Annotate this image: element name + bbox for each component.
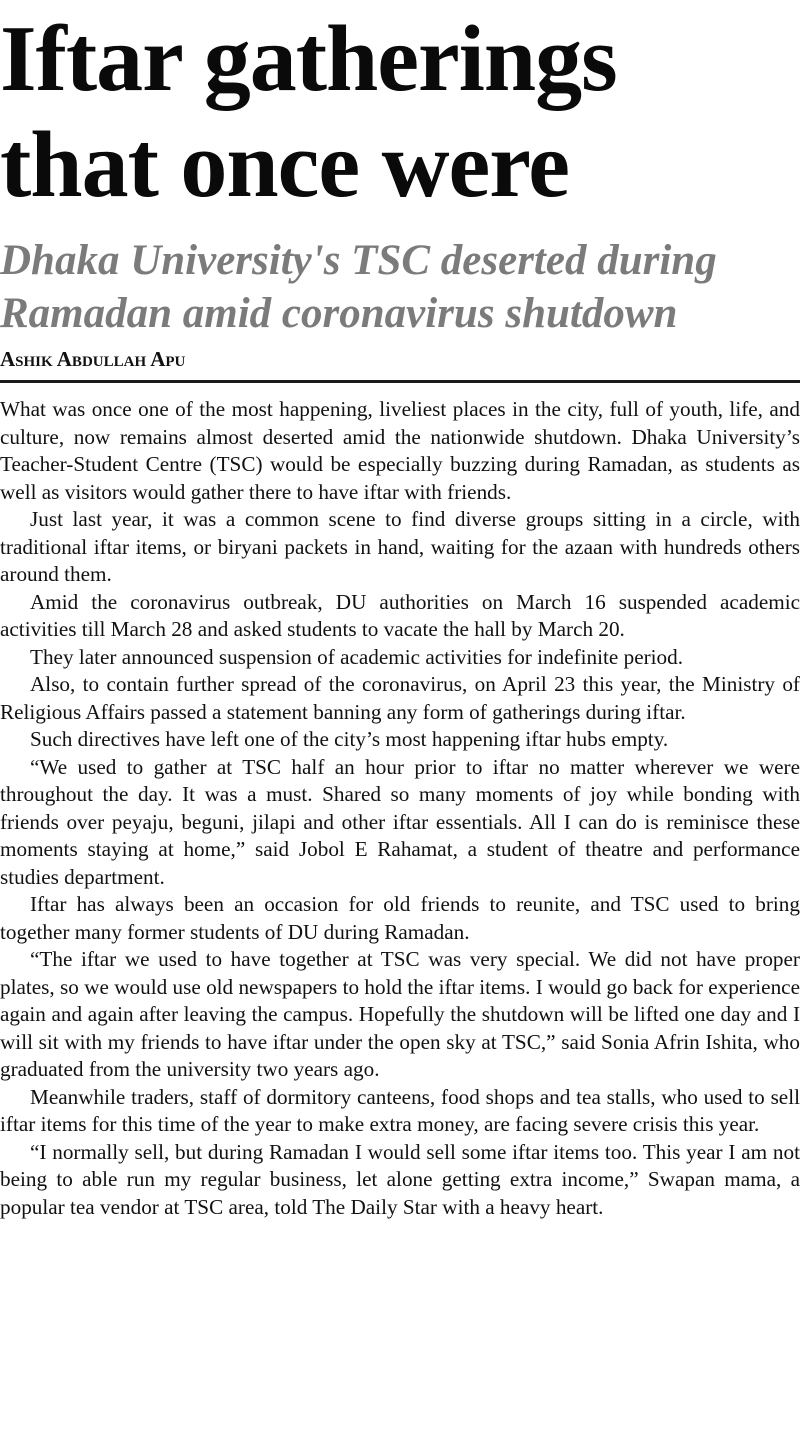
paragraph-9: “The iftar we used to have together at TSC was very special. We did not have proper plates, so we would use old newspapers to hold the iftar items. I would go back for experience again and again after leaving the campus. Hopefully the shutdown will be lifted one day and I will sit with my friends to have iftar under the open sky at TSC,” said Sonia Afrin Ishita, who graduated from the university two years ago. xyxy=(0,947,800,1081)
subheadline-line-2: Ramadan amid coronavirus shutdown xyxy=(0,290,678,337)
headline-line-2: that once were xyxy=(0,113,569,217)
paragraph-7: “We used to gather at TSC half an hour prior to iftar no matter wherever we were throughout the day. It was a must. Shared so many moments of joy while bonding with friends over peyaju, beguni, jilapi and other iftar essentials. All I can do is reminisce these moments staying at home,” said Jobol E Rahamat, a student of theatre and performance studies department. xyxy=(0,754,800,889)
paragraph-2: Just last year, it was a common scene to find diverse groups sitting in a circle, with traditional iftar items, or biryani packets in hand, waiting for the azaan with hundreds others around them. xyxy=(0,507,800,586)
paragraph-4: They later announced suspension of academic activities for indefinite period. xyxy=(30,644,684,669)
subheadline xyxy=(0,234,800,340)
paragraph-6: Such directives have left one of the city’s most happening iftar hubs empty. xyxy=(30,727,669,751)
paragraph-5: Also, to contain further spread of the coronavirus, on April 23 this year, the Ministry of Religious Affairs passed a statement banning any form of gatherings during iftar. xyxy=(0,672,800,724)
paragraph-3: Amid the coronavirus outbreak, DU authorities on March 16 suspended academic activities till March 28 and asked students to vacate the hall by March 20. xyxy=(0,589,800,641)
subheadline-line-1: Dhaka University's TSC deserted during xyxy=(0,237,717,284)
paragraph-11: “I normally sell, but during Ramadan I would sell some iftar items too. This year I am not being to able run my regular business, let alone getting extra income,” Swapan mama, a popular tea vendor at TSC area, told The Daily Star with a heavy heart. xyxy=(0,1139,800,1219)
paragraph-1: What was once one of the most happening, liveliest places in the city, full of youth, life, and culture, now remains almost deserted amid the nationwide shutdown. Dhaka University’s Teacher-Student Centre (TSC) would be especially buzzing during Ramadan, as students as well as visitors would gather there to have iftar with friends. xyxy=(0,397,800,504)
divider-rule xyxy=(0,380,800,383)
headline-line-1: Iftar gatherings xyxy=(0,7,617,111)
headline xyxy=(0,6,800,218)
article-body xyxy=(0,396,800,1221)
byline: Ashik Abdullah Apu xyxy=(0,347,186,371)
paragraph-8: Iftar has always been an occasion for old friends to reunite, and TSC used to bring together many former students of DU during Ramadan. xyxy=(0,892,800,944)
paragraph-10: Meanwhile traders, staff of dormitory canteens, food shops and tea stalls, who used to sell iftar items for this time of the year to make extra money, are facing severe crisis this year. xyxy=(0,1084,800,1136)
